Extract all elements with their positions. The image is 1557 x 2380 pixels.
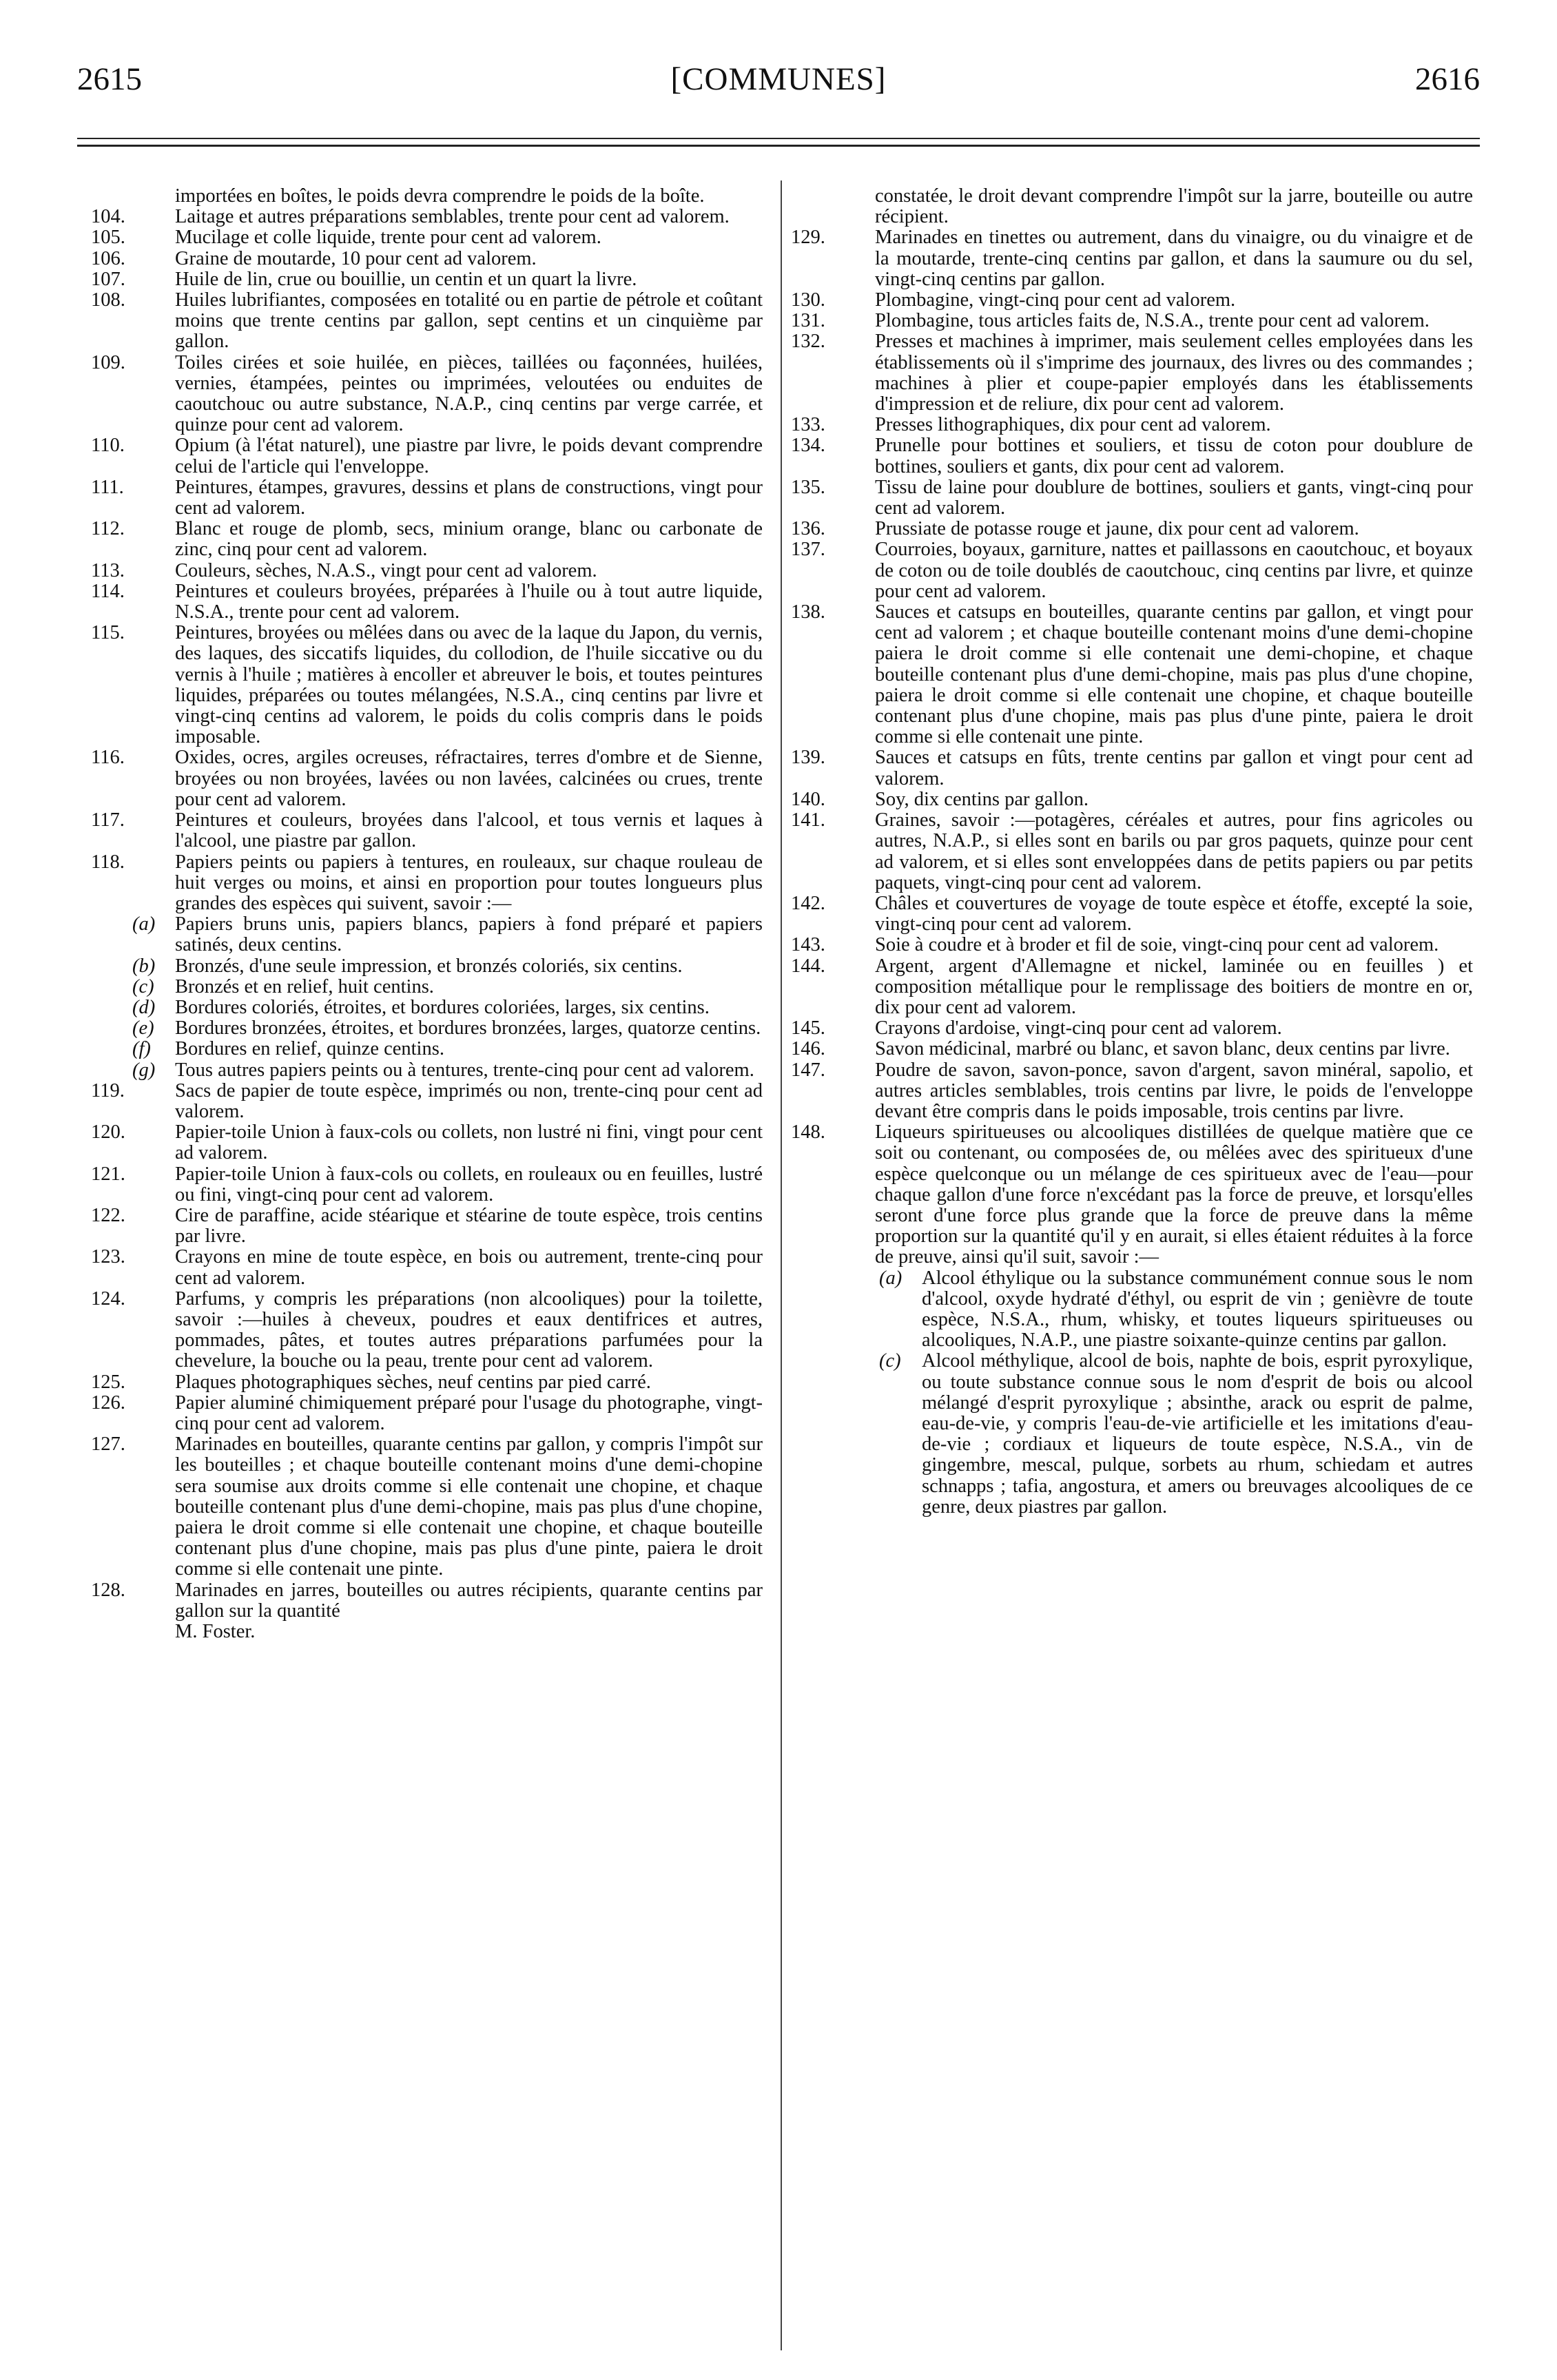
tariff-item — [91, 1247, 763, 1288]
column-divider — [781, 180, 782, 2350]
tariff-item — [791, 935, 1473, 955]
item-number: 126. — [91, 1391, 125, 1414]
tariff-item — [91, 852, 763, 915]
tariff-item — [791, 1060, 1473, 1123]
tariff-item — [791, 477, 1473, 519]
item-number: 111. — [91, 476, 124, 498]
tariff-item — [91, 623, 763, 747]
tariff-subitem — [91, 997, 763, 1018]
item-number: 148. — [791, 1121, 825, 1144]
subitem-text: Bronzés, d'une seule impression, et bronzés coloriés, six centins. — [175, 955, 683, 977]
item-text: Courroies, boyaux, garniture, nattes et paillassons en caoutchouc, et boyaux de coton ou de toile doublés de caoutchouc, cinq centins par livre, et quinze pour cent ad valorem. — [875, 539, 1473, 602]
subitem-text: Bordures coloriés, étroites, et bordures coloriées, larges, six centins. — [175, 996, 710, 1018]
subitem-label: (c) — [879, 1350, 901, 1372]
item-number: 142. — [791, 892, 825, 914]
item-number: 109. — [91, 351, 125, 373]
signature: M. Foster. — [175, 1621, 256, 1643]
item-number: 114. — [91, 580, 125, 602]
item-number: 123. — [91, 1246, 125, 1268]
item-number: 133. — [791, 414, 825, 436]
subitem-label: (a) — [132, 913, 156, 935]
subitem-label: (e) — [132, 1017, 154, 1039]
item-text: Prunelle pour bottines et souliers, et tissu de coton pour doublure de bottines, souliers et gants, dix pour cent ad valorem. — [875, 435, 1473, 477]
item-text: Oxides, ocres, argiles ocreuses, réfractaires, terres d'ombre et de Sienne, broyées ou non broyées, lavées ou non lavées, calcinées ou crues, trente pour cent ad valorem. — [175, 747, 763, 810]
item-number: 139. — [791, 747, 825, 769]
tariff-subitem — [791, 1351, 1473, 1518]
tariff-item — [91, 747, 763, 810]
item-text: Argent, argent d'Allemagne et nickel, laminée ou en feuilles ) et composition métallique pour le remplissage des boitiers de montre en or, dix pour cent ad valorem. — [875, 955, 1473, 1018]
item-number: 125. — [91, 1371, 125, 1393]
page-header — [77, 61, 1480, 109]
tariff-item — [91, 1289, 763, 1372]
tariff-item — [91, 810, 763, 851]
item-text: Papiers peints ou papiers à tentures, en rouleaux, sur chaque rouleau de huit verges ou moins, et ainsi en proportion pour toutes longueurs plus grandes des espèces qui suivent, savoir :— — [175, 851, 763, 914]
item-text: Presses lithographiques, dix pour cent ad valorem. — [875, 414, 1271, 436]
tariff-subitem — [91, 914, 763, 955]
tariff-item — [791, 539, 1473, 602]
item-text: Peintures et couleurs broyées, préparées à l'huile ou à tout autre liquide, N.S.A., trente pour cent ad valorem. — [175, 580, 763, 623]
running-title: [COMMUNES] — [670, 61, 887, 97]
item-text: Sacs de papier de toute espèce, imprimés ou non, trente-cinq pour cent ad valorem. — [175, 1079, 763, 1122]
item-text: Peintures, étampes, gravures, dessins et plans de constructions, vingt pour cent ad valorem. — [175, 476, 763, 519]
item-number: 107. — [91, 268, 125, 290]
tariff-subitem — [91, 1018, 763, 1039]
tariff-item — [791, 956, 1473, 1019]
item-text: Poudre de savon, savon-ponce, savon d'argent, savon minéral, sapolio, et autres articles semblables, trois centins par livre, le poids de l'enveloppe devant être compris dans le poids imposable, trois centins par livre. — [875, 1059, 1473, 1122]
item-text: Blanc et rouge de plomb, secs, minium orange, blanc ou carbonate de zinc, cinq pour cent ad valorem. — [175, 518, 763, 561]
item-text: Crayons d'ardoise, vingt-cinq pour cent ad valorem. — [875, 1017, 1282, 1039]
item-text: Châles et couvertures de voyage de toute espèce et étoffe, excepté la soie, vingt-cinq pour cent ad valorem. — [875, 892, 1473, 935]
tariff-item — [91, 249, 763, 269]
tariff-item — [91, 1122, 763, 1163]
item-text: Presses et machines à imprimer, mais seulement celles employées dans les établissements où il s'imprime des journaux, des livres ou des commandes ; machines à plier et coupe-papier employés dans les établissements d'impression et de reliure, dix pour cent ad valorem. — [875, 331, 1473, 415]
item-number: 110. — [91, 435, 125, 457]
tariff-item — [91, 435, 763, 477]
item-text: Opium (à l'état naturel), une piastre par livre, le poids devant comprendre celui de l'article qui l'enveloppe. — [175, 435, 763, 477]
item-number: 140. — [791, 788, 825, 810]
item-number: 134. — [791, 435, 825, 457]
subitem-text: Tous autres papiers peints ou à tentures, trente-cinq pour cent ad valorem. — [175, 1059, 754, 1081]
tariff-item — [91, 581, 763, 623]
subitem-label: (f) — [132, 1038, 151, 1060]
item-number: 108. — [91, 289, 125, 311]
continued-text: importées en boîtes, le poids devra comprendre le poids de la boîte. — [175, 185, 705, 207]
item-text: Graines, savoir :—potagères, céréales et autres, pour fins agricoles ou autres, N.A.P., si elles sont en barils ou par gros paquets, quinze pour cent ad valorem, et si elles sont enveloppées dans de petits papiers ou par petits paquets, vingt-cinq pour cent ad valorem. — [875, 809, 1473, 893]
continued-text: constatée, le droit devant comprendre l'impôt sur la jarre, bouteille ou autre récipient. — [875, 185, 1473, 228]
item-text: Laitage et autres préparations semblables, trente pour cent ad valorem. — [175, 206, 730, 228]
item-text: Papier-toile Union à faux-cols ou collets, non lustré ni fini, vingt pour cent ad valorem. — [175, 1121, 763, 1164]
subitem-label: (g) — [132, 1059, 156, 1081]
item-text: Graine de moutarde, 10 pour cent ad valorem. — [175, 247, 537, 269]
item-text: Peintures, broyées ou mêlées dans ou avec de la laque du Japon, du vernis, des laques, des siccatifs liquides, du collodion, de l'huile siccative ou du vernis à l'huile ; matières à encoller et abreuver le bois, et toutes peintures liquides, préparées ou toutes mélangées, N.S.A., cinq centins par livre et vingt-cinq centins ad valorem, le poids du colis compris dans le poids imposable. — [175, 622, 763, 748]
item-text: Marinades en bouteilles, quarante centins par gallon, y compris l'impôt sur les bouteilles ; et chaque bouteille contenant moins d'une demi-chopine sera soumise aux droits comme si elle contenait une chopine, et chaque bouteille contenant plus d'une demi-chopine, mais pas plus d'une chopine, paiera le droit comme si elle contenait une chopine, et chaque bouteille contenant plus d'une chopine, mais pas plus d'une pinte, paiera le droit comme si elle contenait une pinte. — [175, 1434, 763, 1580]
tariff-item — [791, 227, 1473, 290]
header-rule-thick — [77, 145, 1480, 147]
item-number: 117. — [91, 809, 125, 831]
item-number: 138. — [791, 601, 825, 623]
item-number: 120. — [91, 1121, 125, 1144]
subitem-text: Alcool éthylique ou la substance communément connue sous le nom d'alcool, oxyde hydraté d'éthyl, ou esprit de vin ; genièvre de toute espèce, N.S.A., rhum, whisky, et toutes liqueurs spiritueuses ou alcooliques, N.A.P., une piastre soixante-quinze centins par gallon. — [922, 1267, 1473, 1352]
tariff-item — [91, 227, 763, 248]
tariff-item — [791, 789, 1473, 810]
item-text: Soy, dix centins par gallon. — [875, 788, 1089, 810]
item-text: Cire de paraffine, acide stéarique et stéarine de toute espèce, trois centins par livre. — [175, 1204, 763, 1248]
subitem-label: (b) — [132, 955, 156, 977]
item-text: Papier aluminé chimiquement préparé pour l'usage du photographe, vingt-cinq pour cent ad valorem. — [175, 1391, 763, 1434]
item-number: 119. — [91, 1079, 125, 1101]
item-text: Crayons en mine de toute espèce, en bois ou autrement, trente-cinq pour cent ad valorem. — [175, 1246, 763, 1289]
item-text: Couleurs, sèches, N.A.S., vingt pour cent ad valorem. — [175, 559, 597, 581]
subitem-text: Bordures en relief, quinze centins. — [175, 1038, 444, 1060]
tariff-item — [91, 519, 763, 560]
item-text: Liqueurs spiritueuses ou alcooliques distillées de quelque matière que ce soit ou contenant, ou composées de, ou mêlées avec des spiritueux d'une espèce quelconque ou un mélange de ces spiritueux avec de l'eau—pour chaque gallon d'une force n'excédant pas la force de preuve, et lorsqu'elles seront d'une force plus grande que la force de preuve dans la même proportion sur la quantité qu'il y en aurait, si elles étaient réduites à la force de preuve, ainsi qu'il suit, savoir :— — [875, 1121, 1473, 1268]
tariff-subitem — [91, 1039, 763, 1059]
item-text: Sauces et catsups en fûts, trente centins par gallon et vingt pour cent ad valorem. — [875, 747, 1473, 789]
tariff-item — [791, 747, 1473, 789]
item-number: 146. — [791, 1038, 825, 1060]
tariff-subitem — [91, 977, 763, 997]
subitem-label: (c) — [132, 975, 154, 997]
tariff-item — [91, 1081, 763, 1122]
item-text: Soie à coudre et à broder et fil de soie, vingt-cinq pour cent ad valorem. — [875, 934, 1439, 956]
right-column — [791, 186, 1473, 1518]
tariff-item — [791, 311, 1473, 331]
item-text: Huile de lin, crue ou bouillie, un centin et un quart la livre. — [175, 268, 637, 290]
item-number: 106. — [91, 247, 125, 269]
item-number: 137. — [791, 539, 825, 561]
item-number: 136. — [791, 518, 825, 540]
tariff-item — [791, 519, 1473, 539]
subitem-text: Papiers bruns unis, papiers blancs, papiers à fond préparé et papiers satinés, deux centins. — [175, 913, 763, 956]
tariff-item — [791, 893, 1473, 935]
tariff-item — [91, 207, 763, 227]
item-number: 124. — [91, 1287, 125, 1310]
item-number: 105. — [91, 227, 125, 249]
tariff-item — [91, 269, 763, 290]
tariff-item — [91, 1164, 763, 1205]
tariff-item — [791, 810, 1473, 893]
tariff-item — [791, 435, 1473, 477]
item-number: 115. — [91, 622, 125, 644]
subitem-label: (a) — [879, 1267, 903, 1289]
item-text: Huiles lubrifiantes, composées en totalité ou en partie de pétrole et coûtant moins que trente centins par gallon, sept centins et un cinquième par gallon. — [175, 289, 763, 353]
subitem-label: (d) — [132, 996, 156, 1018]
item-text: Marinades en tinettes ou autrement, dans du vinaigre, ou du vinaigre et de la moutarde, trente-cinq centins par gallon, et dans la saumure ou du sel, vingt-cinq centins par gallon. — [875, 227, 1473, 290]
tariff-subitem — [791, 1268, 1473, 1352]
item-text: Peintures et couleurs, broyées dans l'alcool, et tous vernis et laques à l'alcool, une piastre par gallon. — [175, 809, 763, 852]
tariff-item — [91, 477, 763, 519]
tariff-item — [91, 1434, 763, 1580]
tariff-item — [791, 1018, 1473, 1039]
tariff-item — [91, 290, 763, 353]
tariff-item — [91, 1372, 763, 1393]
page-number-right: 2616 — [1415, 61, 1480, 97]
item-number: 113. — [91, 559, 125, 581]
tariff-item — [791, 1122, 1473, 1267]
item-text: Prussiate de potasse rouge et jaune, dix pour cent ad valorem. — [875, 518, 1359, 540]
item-text: Savon médicinal, marbré ou blanc, et savon blanc, deux centins par livre. — [875, 1038, 1450, 1060]
item-number: 135. — [791, 476, 825, 498]
item-number: 145. — [791, 1017, 825, 1039]
item-text: Toiles cirées et soie huilée, en pièces, taillées ou façonnées, huilées, vernies, étampées, peintes ou imprimées, veloutées ou enduites de caoutchouc ou autre substance, N.A.P., cinq centins par verge carrée, et quinze pour cent ad valorem. — [175, 351, 763, 436]
subitem-text: Bordures bronzées, étroites, et bordures bronzées, larges, quatorze centins. — [175, 1017, 761, 1039]
tariff-item — [91, 353, 763, 436]
item-number: 147. — [791, 1059, 825, 1081]
item-number: 130. — [791, 289, 825, 311]
item-text: Tissu de laine pour doublure de bottines, souliers et gants, vingt-cinq pour cent ad valorem. — [875, 476, 1473, 519]
tariff-item — [791, 1039, 1473, 1059]
item-text: Sauces et catsups en bouteilles, quarante centins par gallon, et vingt pour cent ad valorem ; et chaque bouteille contenant moins d'une demi-chopine paiera le droit comme si elle contenait une demi-chopine, et chaque bouteille contenant plus d'une demi-chopine, mais pas plus d'une chopine, paiera le droit comme si elle contenait une chopine, et chaque bouteille contenant plus d'une chopine, mais pas plus d'une pinte, paiera le droit comme si elle contenait une pinte. — [875, 601, 1473, 748]
item-text: Marinades en jarres, bouteilles ou autres récipients, quarante centins par gallon sur la quantité — [175, 1579, 763, 1622]
page-number-left: 2615 — [77, 61, 142, 97]
item-number: 131. — [791, 310, 825, 332]
header-rule-thin — [77, 138, 1480, 139]
item-number: 132. — [791, 331, 825, 353]
item-number: 121. — [91, 1163, 125, 1185]
item-number: 116. — [91, 747, 125, 769]
item-number: 141. — [791, 809, 825, 831]
subitem-text: Alcool méthylique, alcool de bois, naphte de bois, esprit pyroxylique, ou toute substance connue sous le nom d'esprit de bois ou alcool mélangé d'esprit pyroxylique ; absinthe, arack ou esprit de palme, eau-de-vie, y compris l'eau-de-vie artificielle et les imitations d'eau-de-vie ; cordiaux et liqueurs de toute espèce, N.S.A., vin de gingembre, mescal, pulque, sorbets au rhum, schiedam et autres schnapps ; tafia, angostura, et amers ou breuvages alcooliques de ce genre, deux piastres par gallon. — [922, 1350, 1473, 1518]
item-number: 122. — [91, 1204, 125, 1226]
item-text: Mucilage et colle liquide, trente pour cent ad valorem. — [175, 227, 601, 249]
tariff-item — [91, 561, 763, 581]
item-number: 144. — [791, 955, 825, 977]
item-number: 104. — [91, 206, 125, 228]
tariff-item — [791, 415, 1473, 435]
tariff-item — [791, 290, 1473, 311]
tariff-item — [91, 1205, 763, 1247]
item-text: Plombagine, tous articles faits de, N.S.A., trente pour cent ad valorem. — [875, 310, 1430, 332]
item-text: Papier-toile Union à faux-cols ou collets, en rouleaux ou en feuilles, lustré ou fini, vingt-cinq pour cent ad valorem. — [175, 1163, 763, 1205]
item-number: 143. — [791, 934, 825, 956]
item-number: 129. — [791, 227, 825, 249]
item-number: 118. — [91, 851, 125, 873]
item-number: 128. — [91, 1579, 125, 1601]
item-text: Parfums, y compris les préparations (non alcooliques) pour la toilette, savoir :—huiles à cheveux, poudres et eaux dentifrices et autres, pommades, pâtes, et toutes autres préparations parfumées pour la chevelure, la bouche ou la peau, trente pour cent ad valorem. — [175, 1287, 763, 1372]
item-text: Plombagine, vingt-cinq pour cent ad valorem. — [875, 289, 1236, 311]
tariff-item — [91, 1393, 763, 1434]
tariff-item — [791, 602, 1473, 747]
tariff-item — [791, 331, 1473, 415]
item-number: 127. — [91, 1434, 125, 1456]
item-text: Plaques photographiques sèches, neuf centins par pied carré. — [175, 1371, 651, 1393]
subitem-text: Bronzés et en relief, huit centins. — [175, 975, 434, 997]
item-number: 112. — [91, 518, 125, 540]
tariff-subitem — [91, 956, 763, 977]
tariff-item — [91, 1580, 763, 1622]
tariff-subitem — [91, 1060, 763, 1081]
left-column — [91, 186, 763, 1642]
